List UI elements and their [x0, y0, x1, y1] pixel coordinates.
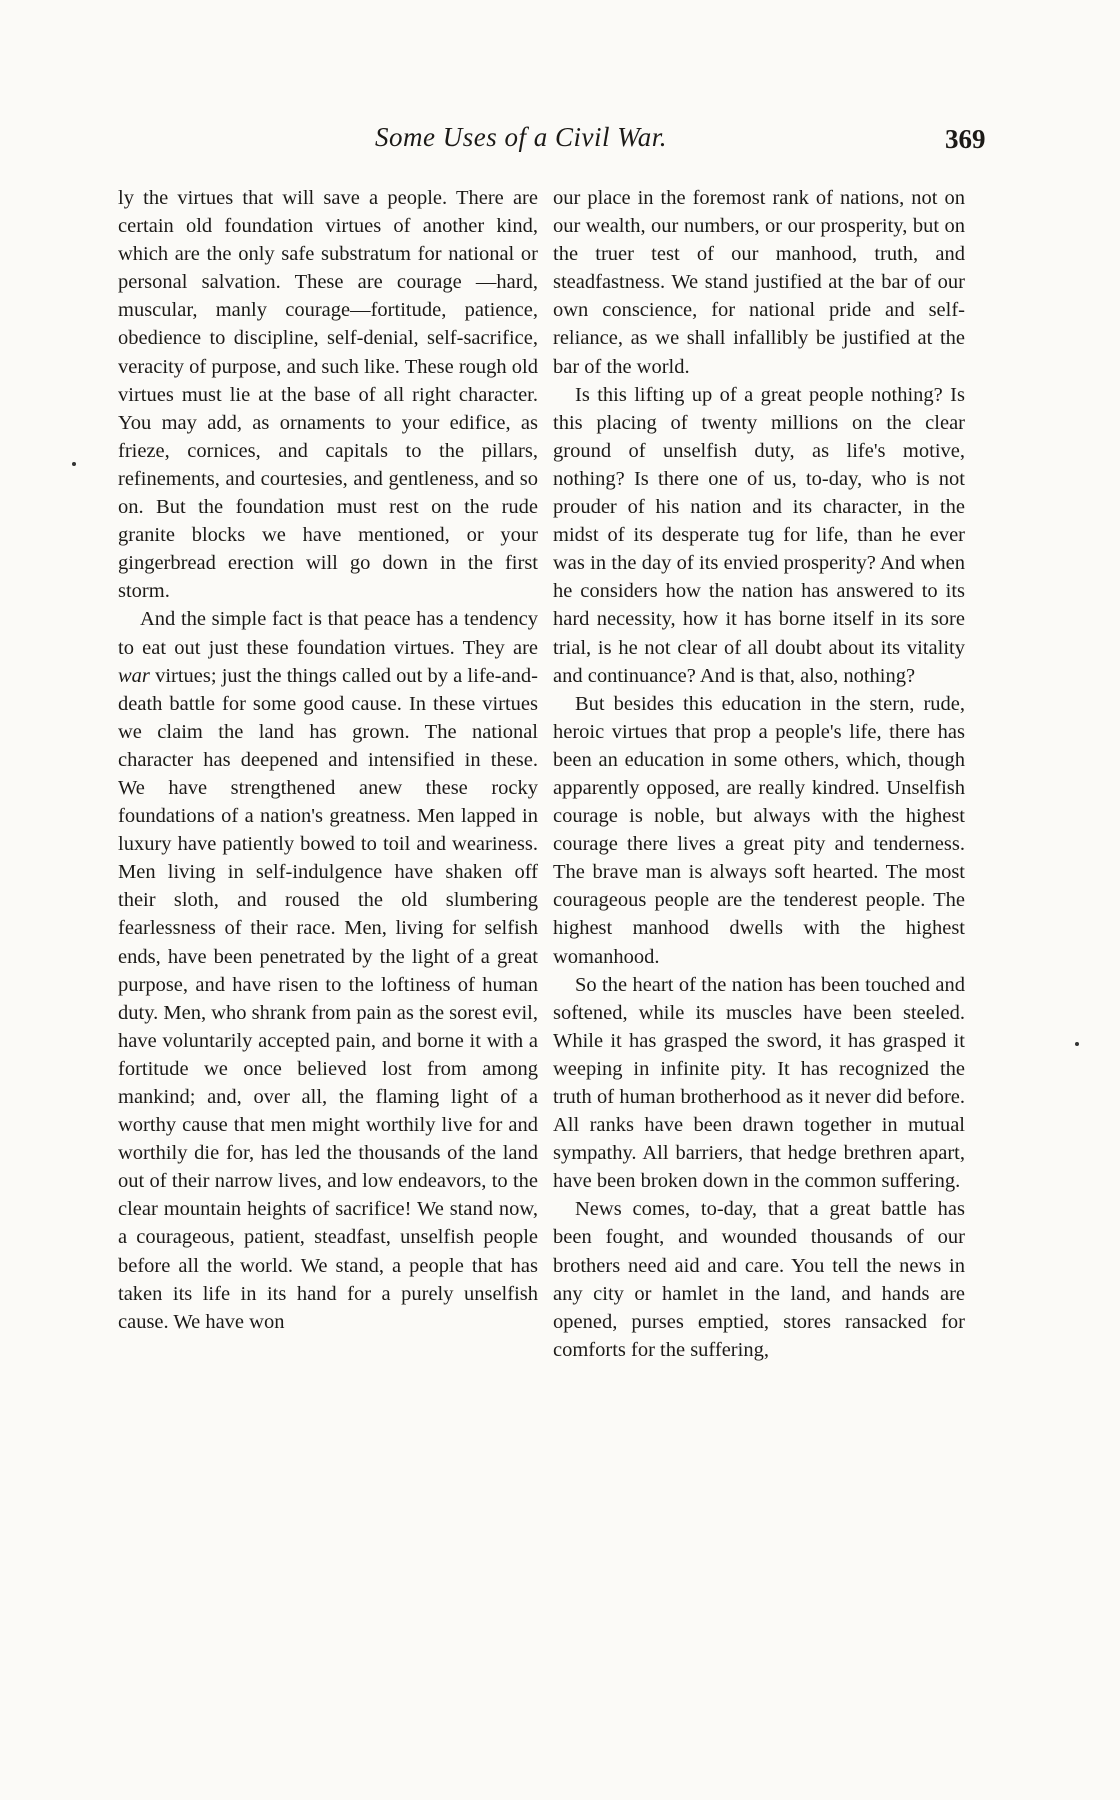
left-paragraph-2-rest: virtues; just the things called out by a life-and-death battle for some good cause. In these virtues we claim the land has grown. The national character has deepened and intensified in these. We have strengthened anew these rocky foundations of a nation's greatness. Men lapped in luxury have patiently bowed to toil and weariness. Men living in self-indulgence have shaken off their sloth, and roused the old slumbering fearlessness of their race. Men, living for selfish ends, have been penetrated by the light of a great purpose, and have risen to the loftiness of human duty. Men, who shrank from pain as the sorest evil, have voluntarily accepted pain, and borne it with a fortitude we once believed lost from among mankind; and, over all, the flaming light of a worthy cause that men might worthily live for and worthily die for, has led the thousands of the land out of their narrow lives, and low endeavors, to the clear mountain heights of sacrifice! We stand now, a courageous, patient, steadfast, unselfish people before all the world. We stand, a people that has taken its life in its hand for a purely unselfish cause. We have won: [118, 664, 538, 1333]
running-title: Some Uses of a Civil War.: [375, 122, 668, 152]
left-paragraph-2: [118, 605, 538, 1335]
right-paragraph-1: our place in the foremost rank of nations, not on our wealth, our numbers, or our prosperity, but on the truer test of our manhood, truth, and steadfastness. We stand justified at the bar of our own conscience, for national pride and self-reliance, as we shall infallibly be justified at the bar of the world.: [553, 187, 965, 378]
left-column: [118, 184, 538, 1336]
right-column: [553, 184, 965, 1364]
right-paragraph-5: News comes, to-day, that a great battle has been fought, and wounded thousands of our brothers need aid and care. You tell the news in any city or hamlet in the land, and hands are opened, purses emptied, stores ransacked for comforts for the suffering,: [553, 1198, 965, 1361]
right-paragraph-3: But besides this education in the stern, rude, heroic virtues that prop a people's life, there has been an education in some others, which, though apparently opposed, are really kindred. Unselfish courage is noble, but always with the highest courage there lives a great pity and tenderness. The brave man is always soft hearted. The most courageous people are the tenderest people. The highest manhood dwells with the highest womanhood.: [553, 692, 965, 968]
left-paragraph-1: ly the virtues that will save a people. There are certain old foundation virtues of another kind, which are the only safe substratum for national or personal salvation. These are courage —hard, muscular, manly courage—fortitude, patience, obedience to discipline, self-denial, self-sacrifice, veracity of purpose, and such like. These rough old virtues must lie at the base of all right character. You may add, as ornaments to your edifice, as frieze, cornices, and capitals to the pillars, refinements, and courtesies, and gentleness, and so on. But the foundation must rest on the rude granite blocks we have mentioned, or your gingerbread erection will go down in the first storm.: [118, 187, 538, 603]
page-header: [0, 122, 1120, 162]
left-paragraph-2-start: And the simple fact is that peace has a tendency to eat out just these foundation virtues. They are: [118, 608, 538, 659]
right-paragraph-2: Is this lifting up of a great people nothing? Is this placing of twenty millions on the clear ground of unselfish duty, as life's motive, nothing? Is there one of us, to-day, who is not prouder of his nation and its character, in the midst of its desperate tug for life, than he ever was in the day of its envied prosperity? And when he considers how the nation has answered to its hard necessity, how it has borne itself in its sore trial, is he not clear of all doubt about its vitality and continuance? And is that, also, nothing?: [553, 383, 965, 687]
emphasis-war: war: [118, 664, 150, 687]
print-speck: [1075, 1042, 1079, 1046]
right-paragraph-4: So the heart of the nation has been touched and softened, while its muscles have been steeled. While it has grasped the sword, it has grasped it weeping in infinite pity. It has recognized the truth of human brotherhood as it never did before. All ranks have been drawn together in mutual sympathy. All barriers, that hedge brethren apart, have been broken down in the common suffering.: [553, 973, 965, 1193]
print-speck: [72, 462, 76, 466]
page-number: 369: [945, 124, 986, 154]
